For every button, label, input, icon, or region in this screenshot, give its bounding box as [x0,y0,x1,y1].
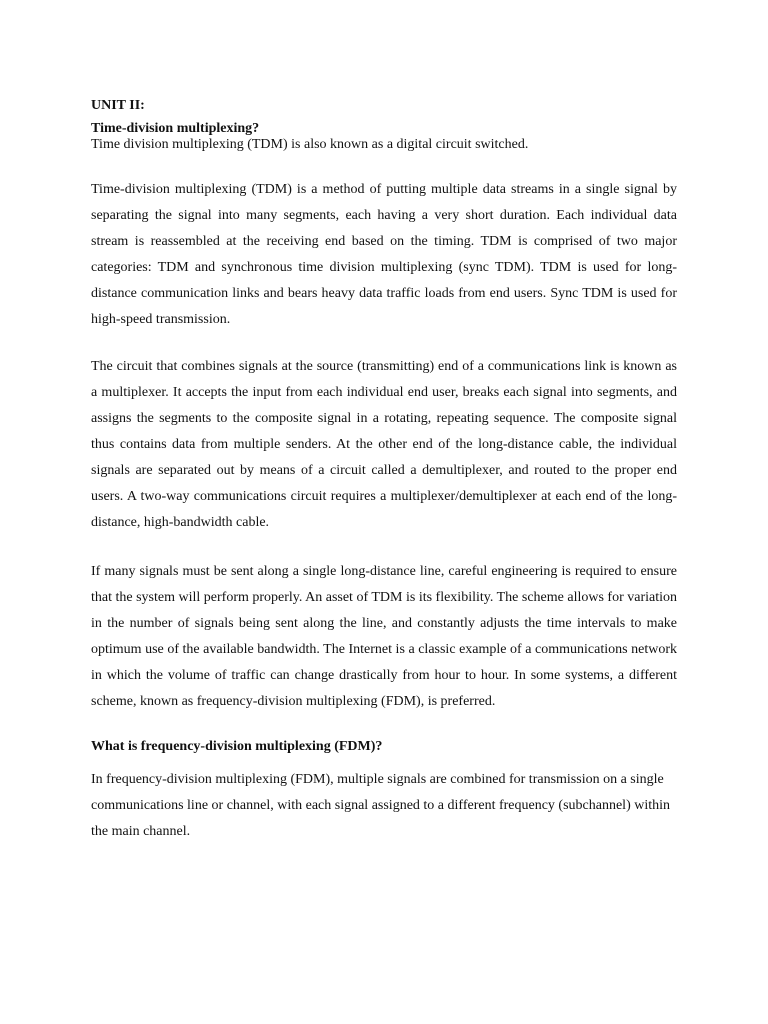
fdm-heading: What is frequency-division multiplexing (FDM)? [91,739,383,754]
tdm-heading: Time-division multiplexing? [91,121,260,136]
tdm-intro: Time division multiplexing (TDM) is also known as a digital circuit switched. [91,137,529,152]
multiplexer-paragraph: The circuit that combines signals at the source (transmitting) end of a communications link is known as a multiplexer. It accepts the input from each individual end user, breaks each signal into segments, and assigns the segments to the composite signal in a rotating, repeating sequence. The composite signal thus contains data from multiple senders. At the other end of the long-distance cable, the individual signals are separated out by means of a circuit called a demultiplexer, and routed to the proper end users. A two-way communications circuit requires a multiplexer/demultiplexer at each end of the long-distance, high-bandwidth cable. [91,359,677,530]
tdm-definition-paragraph: Time-division multiplexing (TDM) is a method of putting multiple data streams in a single signal by separating the signal into many segments, each having a very short duration. Each individual data stream is reassembled at the receiving end based on the timing. TDM is comprised of two major categories: TDM and synchronous time division multiplexing (sync TDM). TDM is used for long-distance communication links and bears heavy data traffic loads from end users. Sync TDM is used for high-speed transmission. [91,182,677,327]
fdm-paragraph: In frequency-division multiplexing (FDM), multiple signals are combined for transmission on a single communications line or channel, with each signal assigned to a different frequency (subchannel) within the main channel. [91,772,671,839]
unit-title: UNIT II: [91,98,145,113]
tdm-flexibility-paragraph: If many signals must be sent along a single long-distance line, careful engineering is required to ensure that the system will perform properly. An asset of TDM is its flexibility. The scheme allows for variation in the number of signals being sent along the line, and constantly adjusts the time intervals to make optimum use of the available bandwidth. The Internet is a classic example of a communications network in which the volume of traffic can change drastically from hour to hour. In some systems, a different scheme, known as frequency-division multiplexing (FDM), is preferred. [91,564,677,709]
